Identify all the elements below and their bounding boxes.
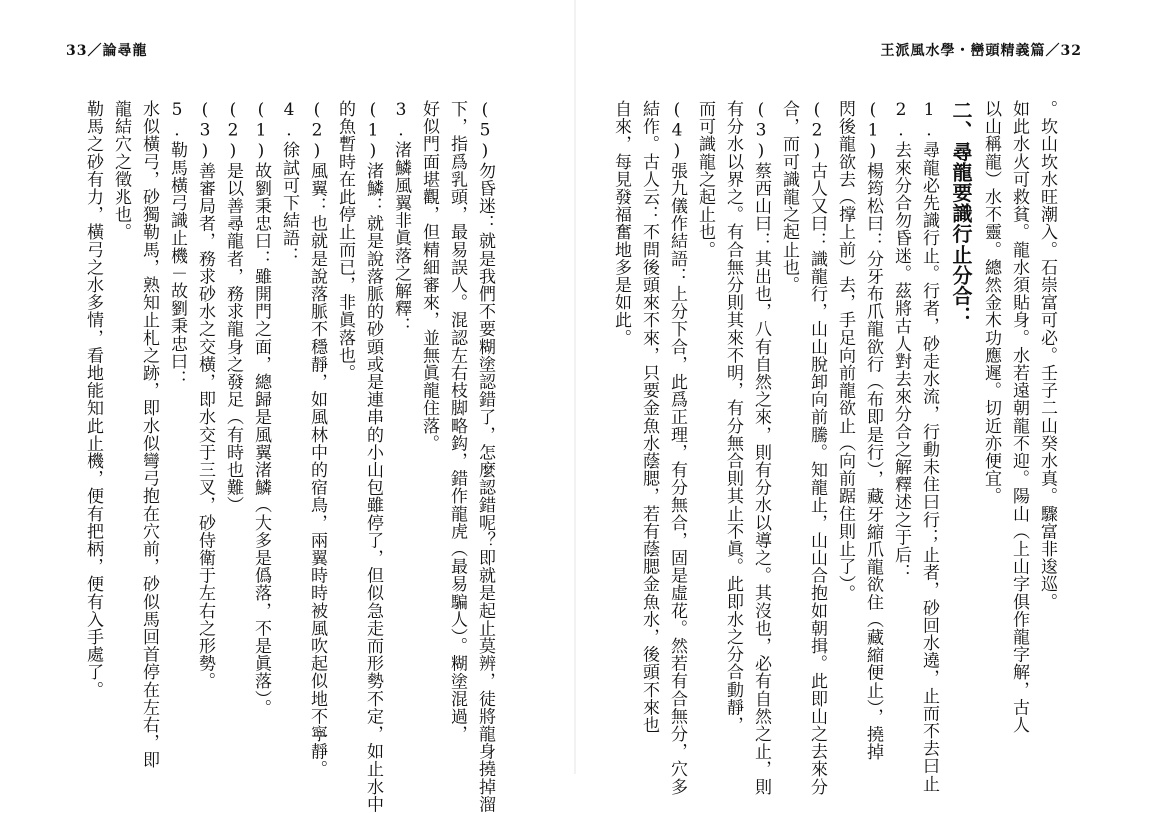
section-heading: 5.勒馬橫弓識止機－故劉秉忠曰： [167,100,187,388]
text-column: 如此水火可救貧。龍水須貼身。水若遠朝龍不迎。陽山（上山字俱作龍字解，古人 [1009,100,1029,734]
text-column: 。坎山坎水旺潮入。石崇富可必。壬子二山癸水真。驟富非逡巡。 [1037,100,1057,611]
text-column: (2)是以善尋龍者，務求龍身之發足（有時也難） [223,100,243,514]
page-header-right: 王派風水學・巒頭精義篇／32 [880,43,1082,59]
text-column: 自來，每見發福奮地多是如此。 [611,100,631,347]
text-column: (1)故劉秉忠曰：雖開門之面，總歸是風翼渚鱗（大多是僞落，不是眞落）。 [251,100,271,717]
text-column: (3)善審局者，務求砂水之交橫，即水交于三叉，砂侍衛于左右之形勢。 [195,100,215,690]
text-column: 閃後龍欲去（撑上前）去，手足向前龍欲止（向前踞住則止了）。 [835,100,855,602]
text-column: 的魚暫時在此停止而已，非眞落也。 [335,100,355,382]
text-column: (1)楊筠松曰：分牙布爪龍欲行（布即是行），藏牙縮爪龍欲住（藏縮便止），撓掉 [863,100,883,761]
text-column: (2)風翼：也就是說落脈不穩靜，如風林中的宿鳥，兩翼時時被風吹起似地不寧靜。 [307,100,327,778]
page-header-left: 33／論尋龍 [66,43,148,59]
page-gutter [574,0,576,774]
text-column: 結作。古人云：不問後頭來不來，只要金魚水蔭腮，若有蔭腮金魚水，後頭不來也 [639,100,659,734]
text-column: 合，而可識龍之起止也。 [779,100,799,294]
section-heading: 二、尋龍要識行止分合： [949,100,973,327]
text-column: 2.去來分合勿昏迷。茲將古人對去來分合之解釋述之于后： [891,100,911,582]
section-heading: 3.渚鱗風翼非眞落之解釋： [391,100,411,335]
text-column: (4)張九儀作結語：上分下合，此爲正理，有分無合，固是虛花。然若有合無分，穴多 [667,100,687,796]
text-column: 好似門面堪觀，但精細審來，並無眞龍住落。 [419,100,439,452]
text-column: 勒馬之砂有力，橫弓之水多情，看地能知此止機，便有把柄，便有入手處了。 [83,100,103,699]
text-column: 龍結穴之徵兆也。 [111,100,131,241]
text-column: 水似橫弓，砂獨勒馬，熟知止札之跡，即水似彎弓抱在穴前，砂似馬回首停在左右，即 [139,100,159,769]
text-column: (2)古人又曰：識龍行，山山脫卸向前騰。知龍止，山山合抱如朝揖。此即山之去來分 [807,100,827,796]
text-column: 以山稱龍）水不靈。總然金木功應遲。切近亦便宜。 [981,100,1001,505]
text-column: 而可識龍之起止也。 [695,100,715,259]
text-column: 下，指爲乳頭，最易誤人。混認左右枝脚略鈎，錯作龍虎（最易騙人）。糊塗混過， [447,100,467,743]
section-heading: 4.徐試可下結語： [279,100,299,265]
text-column: 1.尋龍必先識行止。行者，砂走水流，行動未住曰行；止者，砂回水遶，止而不去曰止 [919,100,939,793]
text-column: (5)勿昏迷：就是我們不要糊塗認錯了，怎麼認錯呢？即就是起止莫辨，徒將龍身撓掉溜 [475,100,495,813]
text-column: (3)蔡西山曰：其出也，八有自然之來，則有分水以導之。其沒也，必有自然之止，則 [751,100,771,796]
text-column: 有分水以界之。有合無分則其來不明，有分無合則其止不眞。此即水之分合動靜， [723,100,743,734]
text-column: (1)渚鱗：就是說落脈的砂頭或是連串的小山包雖停了，但似急走而形勢不定，如止水中 [363,100,383,813]
